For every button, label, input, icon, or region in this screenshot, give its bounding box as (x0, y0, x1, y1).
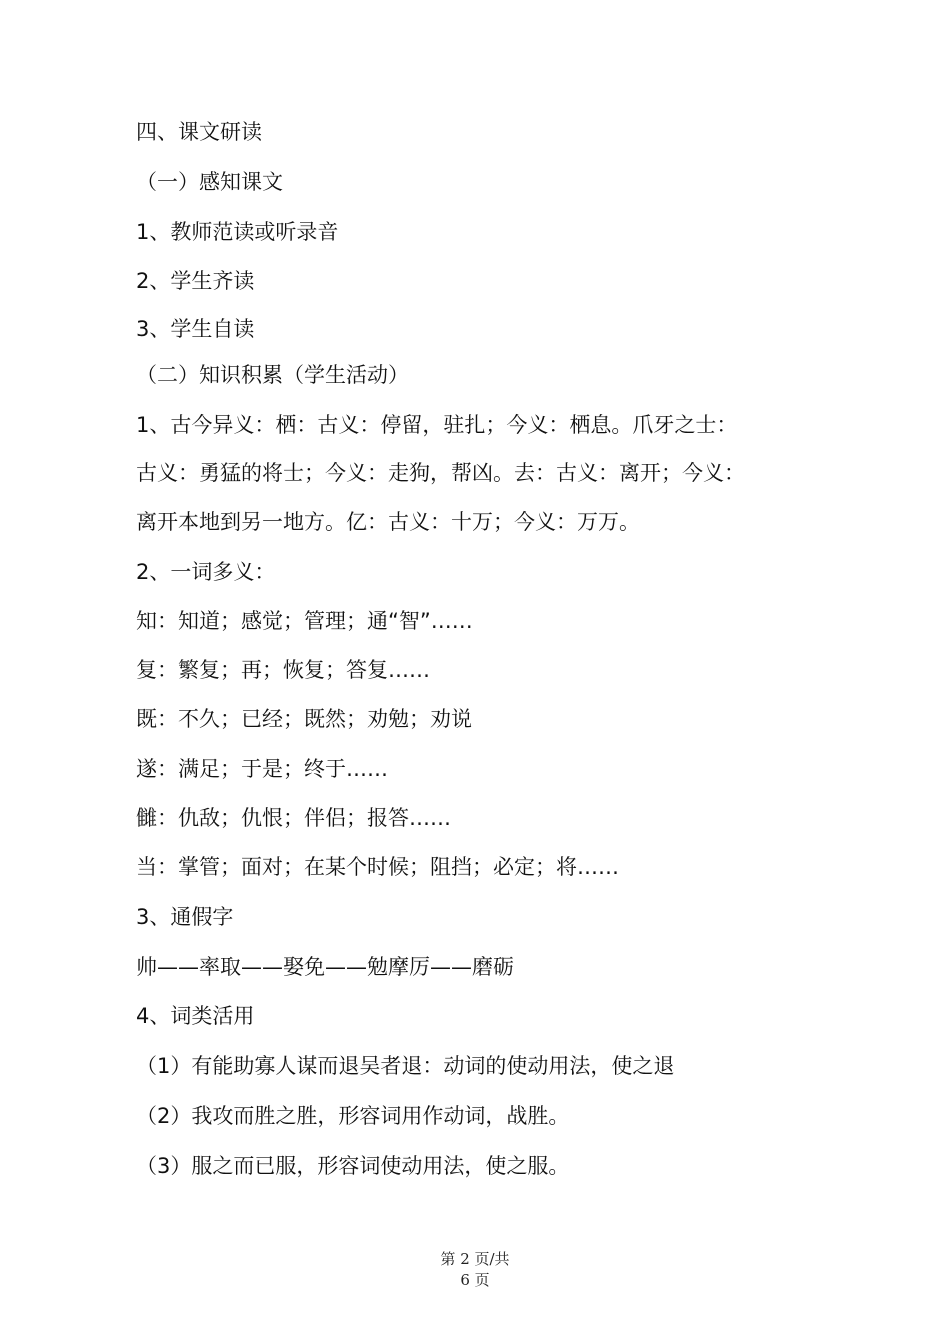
text-line: （1）有能助寡人谋而退吴者退：动词的使动用法，使之退 (136, 1054, 675, 1078)
subsection-heading: （二）知识积累（学生活动） (136, 363, 409, 387)
text-line: 2、学生齐读 (136, 269, 255, 293)
text-line: 复：繁复；再；恢复；答复…… (136, 658, 430, 682)
text-line: 3、通假字 (136, 905, 234, 929)
text-line: 1、教师范读或听录音 (136, 220, 339, 244)
page-number-line2: 6 页 (460, 1271, 490, 1289)
text-line: 帅——率取——娶免——勉摩厉——磨砺 (136, 955, 514, 979)
text-line: 知：知道；感觉；管理；通“智”…… (136, 609, 473, 633)
text-line: 雠：仇敌；仇恨；伴侣；报答…… (136, 806, 451, 830)
text-line: 离开本地到另一地方。亿：古义：十万；今义：万万。 (136, 510, 640, 534)
text-line: （3）服之而已服，形容词使动用法，使之服。 (136, 1154, 570, 1178)
text-line: 4、词类活用 (136, 1004, 255, 1028)
text-line: 遂：满足；于是；终于…… (136, 757, 388, 781)
text-line: 2、一词多义： (136, 560, 276, 584)
text-line: 既：不久；已经；既然；劝勉；劝说 (136, 707, 472, 731)
text-line: 古义：勇猛的将士；今义：走狗，帮凶。去：古义：离开；今义： (136, 461, 745, 485)
text-line: （2）我攻而胜之胜，形容词用作动词，战胜。 (136, 1104, 570, 1128)
text-line: 当：掌管；面对；在某个时候；阻挡；必定；将…… (136, 855, 619, 879)
text-line: 1、古今异义：栖：古义：停留，驻扎；今义：栖息。爪牙之士： (136, 413, 738, 437)
section-heading: 四、课文研读 (136, 120, 262, 144)
text-line: 3、学生自读 (136, 317, 255, 341)
subsection-heading: （一）感知课文 (136, 170, 283, 194)
page-number-line1: 第 2 页/共 (440, 1250, 510, 1268)
